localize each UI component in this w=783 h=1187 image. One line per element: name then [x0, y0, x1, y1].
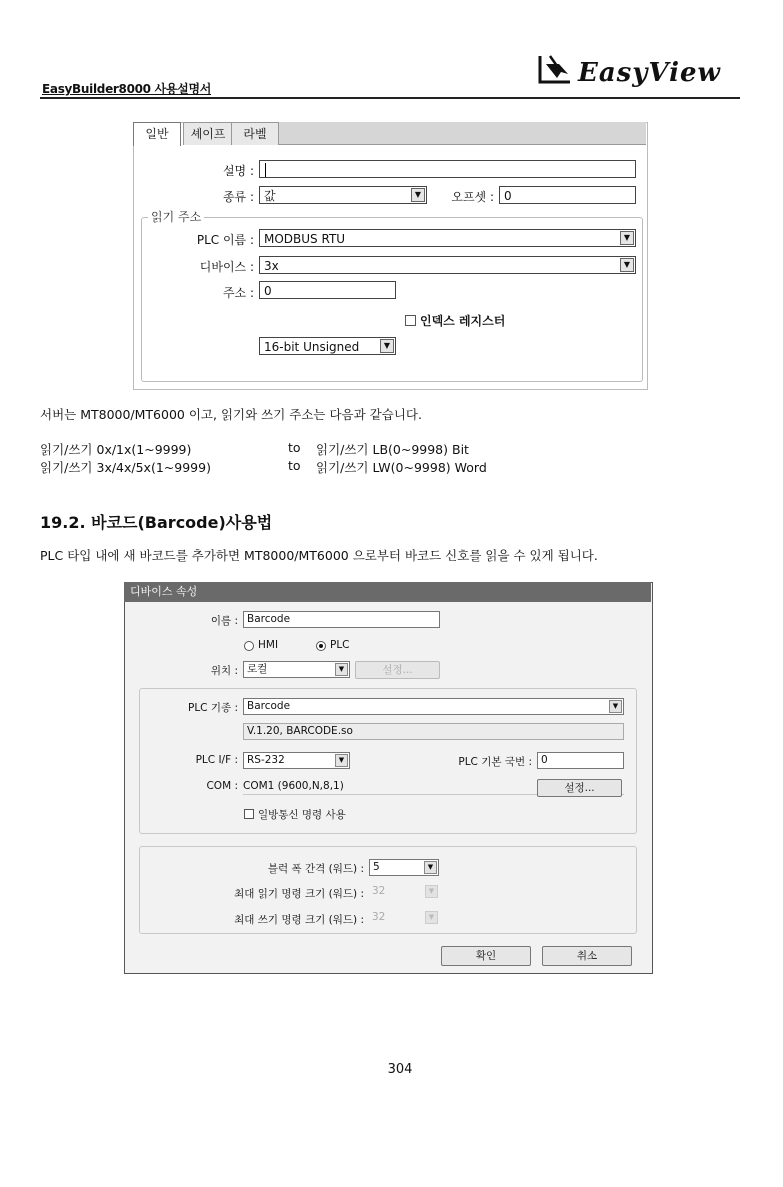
description-input[interactable]: [259, 160, 636, 178]
chevron-down-icon: ▼: [425, 885, 438, 898]
read-address-group-title: 읽기 주소: [148, 208, 204, 225]
chevron-down-icon: ▼: [425, 911, 438, 924]
radio-hmi[interactable]: [244, 641, 254, 651]
section-intro: PLC 타입 내에 새 바코드를 추가하면 MT8000/MT6000 으로부터 바코드 신호를 읽을 수 있게 됩니다.: [40, 548, 598, 563]
plc-station-input[interactable]: 0: [537, 752, 624, 769]
plc-station-label: PLC 기본 국번 :: [458, 756, 532, 768]
block-pitch-value: 5: [373, 861, 380, 873]
location-value: 로컬: [247, 663, 268, 675]
server-description: 서버는 MT8000/MT6000 이고, 읽기와 쓰기 주소는 다음과 같습니다.: [40, 407, 422, 422]
radio-plc[interactable]: [316, 641, 326, 651]
max-write-value: 32: [372, 911, 386, 923]
chevron-down-icon: ▼: [380, 339, 394, 353]
plc-if-select[interactable]: [243, 752, 350, 769]
max-write-select[interactable]: [369, 910, 439, 927]
name-label: 이름 :: [210, 615, 238, 627]
location-settings-button[interactable]: 설정...: [355, 661, 440, 679]
max-read-value: 32: [372, 885, 386, 897]
chevron-down-icon: ▼: [335, 754, 348, 767]
plc-type-value: Barcode: [247, 700, 291, 712]
max-write-label: 최대 쓰기 명령 크기 (워드) :: [234, 914, 364, 926]
chevron-down-icon: ▼: [424, 861, 437, 874]
plc-if-label: PLC I/F :: [195, 754, 238, 766]
type-value: 값: [264, 189, 276, 203]
device-value: 3x: [264, 259, 279, 273]
broadcast-label: 일방통신 명령 사용: [258, 809, 346, 821]
driver-info-field: V.1.20, BARCODE.so: [243, 723, 624, 740]
plc-name-label: PLC 이름 :: [196, 233, 254, 247]
com-label: COM :: [206, 780, 238, 792]
mapping-2-right: 읽기/쓰기 LW(0~9998) Word: [316, 460, 487, 475]
chevron-down-icon: ▼: [335, 663, 348, 676]
chevron-down-icon: ▼: [609, 700, 622, 713]
mapping-1-right: 읽기/쓰기 LB(0~9998) Bit: [316, 442, 469, 457]
address-label: 주소 :: [222, 286, 254, 300]
data-format-value: 16-bit Unsigned: [264, 340, 360, 354]
mapping-1-left: 읽기/쓰기 0x/1x(1~9999): [40, 442, 192, 457]
name-input[interactable]: Barcode: [243, 611, 440, 628]
radio-hmi-label: HMI: [258, 639, 279, 651]
mapping-1-to: to: [288, 440, 301, 455]
tab-shape[interactable]: 셰이프: [183, 122, 233, 145]
max-read-select[interactable]: [369, 884, 439, 901]
easyview-logo-icon: [537, 50, 573, 86]
type-label: 종류 :: [222, 190, 254, 204]
easyview-logo-text: EasyView: [578, 58, 721, 88]
block-pitch-select[interactable]: [369, 859, 439, 876]
chevron-down-icon: ▼: [620, 231, 634, 245]
plc-type-select[interactable]: [243, 698, 624, 715]
offset-input[interactable]: 0: [499, 186, 636, 204]
location-label: 위치 :: [210, 665, 238, 677]
block-pitch-label: 블럭 폭 간격 (워드) :: [267, 863, 364, 875]
plc-type-label: PLC 기종 :: [187, 702, 238, 714]
index-register-checkbox[interactable]: [405, 315, 416, 326]
index-register-label: 인덱스 레지스터: [420, 314, 506, 328]
cancel-button[interactable]: 취소: [542, 946, 632, 966]
chevron-down-icon: ▼: [411, 188, 425, 202]
data-format-select[interactable]: [259, 337, 396, 355]
plc-name-select[interactable]: [259, 229, 636, 247]
tab-label[interactable]: 라벨: [231, 122, 279, 145]
com-value: COM1 (9600,N,8,1): [243, 780, 344, 792]
radio-plc-label: PLC: [330, 639, 350, 651]
dialog-title: 디바이스 속성: [130, 585, 198, 598]
device-select[interactable]: [259, 256, 636, 274]
plc-name-value: MODBUS RTU: [264, 232, 346, 246]
header-rule: [40, 97, 740, 99]
page-number: 304: [387, 1062, 413, 1077]
tab-strip: [279, 122, 646, 145]
device-label: 디바이스 :: [199, 260, 254, 274]
chevron-down-icon: ▼: [620, 258, 634, 272]
com-settings-button[interactable]: 설정...: [537, 779, 622, 797]
location-select[interactable]: [243, 661, 350, 678]
ok-button[interactable]: 확인: [441, 946, 531, 966]
document-title: EasyBuilder8000 사용설명서: [42, 82, 212, 96]
dialog-titlebar: [124, 582, 651, 602]
offset-label: 오프셋 :: [451, 190, 494, 204]
address-input[interactable]: 0: [259, 281, 396, 299]
mapping-2-to: to: [288, 458, 301, 473]
section-title: 19.2. 바코드(Barcode)사용법: [40, 513, 273, 532]
mapping-2-left: 읽기/쓰기 3x/4x/5x(1~9999): [40, 460, 211, 475]
broadcast-checkbox[interactable]: [244, 809, 254, 819]
max-read-label: 최대 읽기 명령 크기 (워드) :: [234, 888, 364, 900]
description-label: 설명 :: [222, 164, 254, 178]
tab-general[interactable]: 일반: [133, 122, 181, 146]
plc-if-value: RS-232: [247, 754, 285, 766]
type-select[interactable]: [259, 186, 427, 204]
